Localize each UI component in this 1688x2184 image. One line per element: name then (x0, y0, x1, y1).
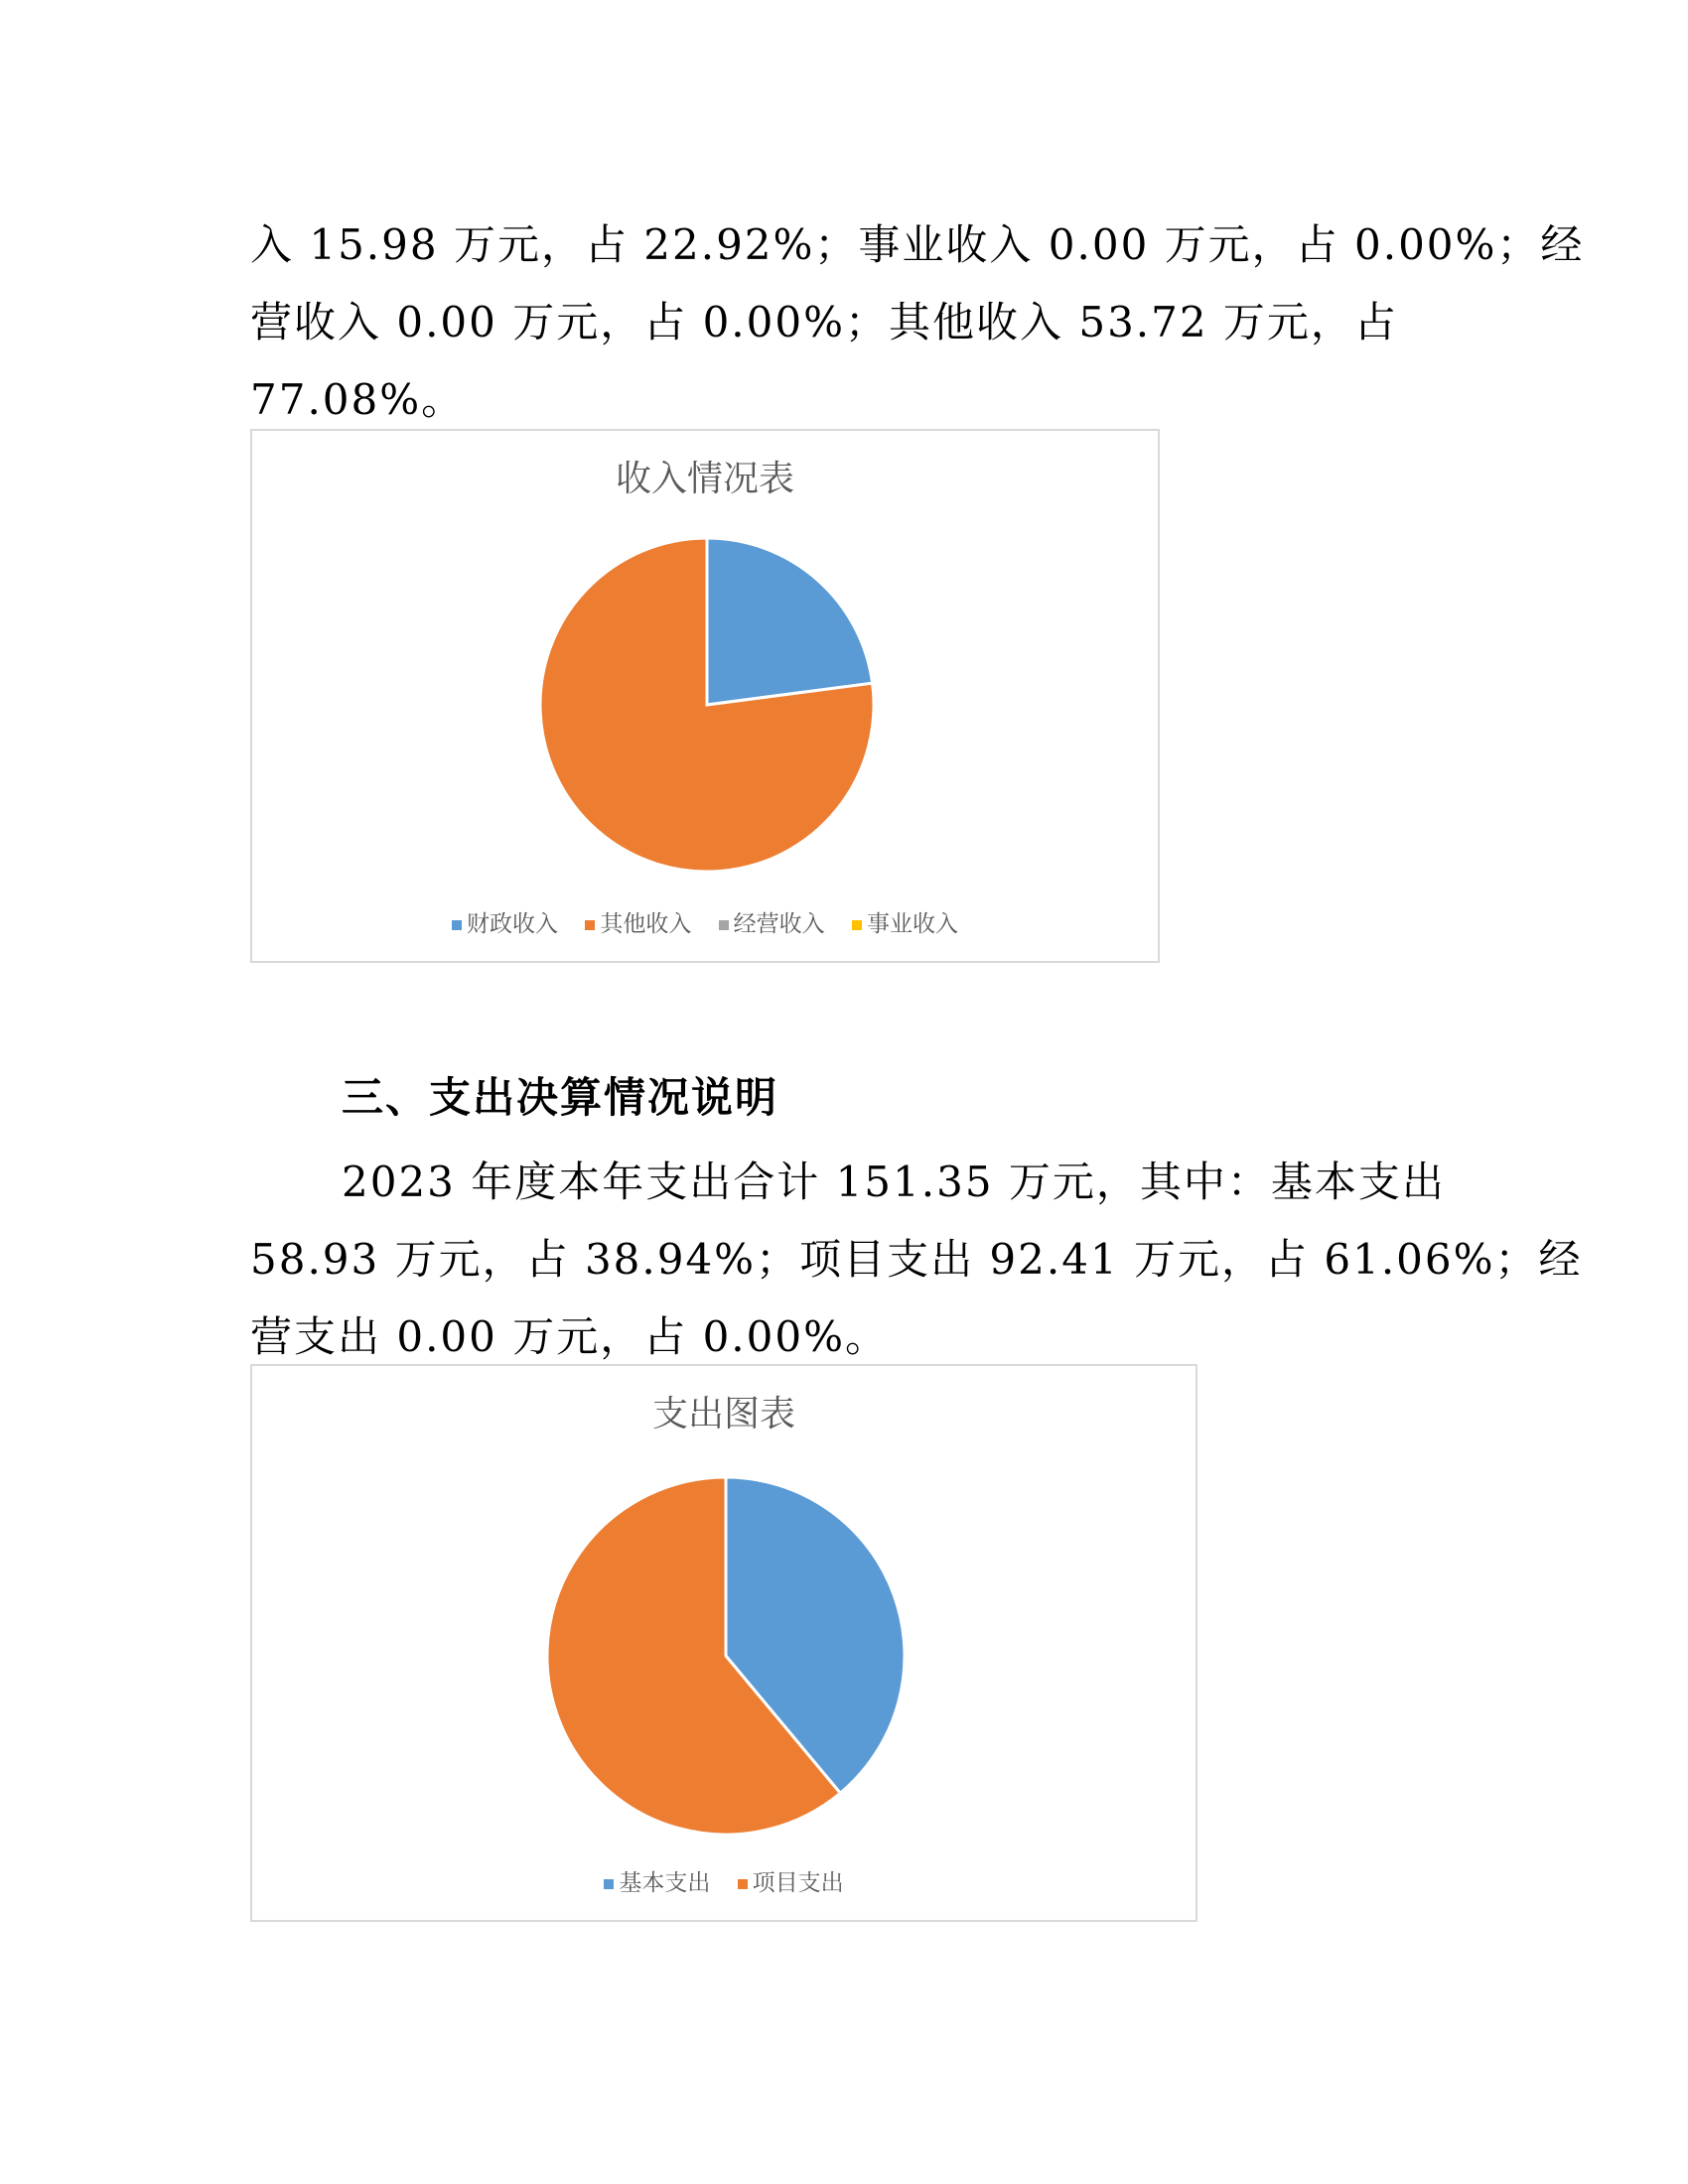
legend-swatch (585, 920, 595, 930)
expense-chart-legend (252, 1864, 1196, 1897)
legend-swatch (452, 920, 462, 930)
legend-label: 项目支出 (752, 1870, 844, 1896)
expense-paragraph-line: 营支出 0.00 万元，占 0.00%。 (250, 1312, 889, 1361)
legend-label: 经营收入 (733, 911, 825, 937)
pie-slice-1 (707, 538, 873, 705)
expense-paragraph-line: 2023 年度本年支出合计 151.35 万元，其中：基本支出 (342, 1158, 1446, 1206)
legend-item (852, 905, 958, 938)
expense-chart (250, 1364, 1197, 1922)
legend-item (585, 905, 691, 938)
income-paragraph-line: 入 15.98 万元，占 22.92%；事业收入 0.00 万元，占 0.00%；经 (250, 220, 1585, 269)
legend-swatch (852, 920, 862, 930)
income-chart-legend (252, 905, 1158, 938)
legend-item (738, 1864, 844, 1897)
legend-label: 基本支出 (619, 1870, 711, 1896)
section-heading: 三、支出决算情况说明 (342, 1073, 779, 1122)
legend-swatch (719, 920, 729, 930)
expense-paragraph (250, 1144, 1583, 1376)
expense-pie (252, 1366, 1199, 1924)
income-pie (252, 431, 1162, 965)
legend-item (604, 1864, 710, 1897)
legend-swatch (738, 1879, 748, 1889)
income-chart (250, 429, 1160, 963)
expense-chart-title: 支出图表 (651, 1394, 795, 1434)
legend-item (719, 905, 825, 938)
legend-label: 事业收入 (866, 911, 958, 937)
legend-swatch (604, 1879, 614, 1889)
income-paragraph (250, 206, 1585, 439)
legend-label: 财政收入 (467, 911, 559, 937)
legend-item (452, 905, 558, 938)
legend-label: 其他收入 (600, 911, 692, 937)
income-paragraph-line: 营收入 0.00 万元，占 0.00%；其他收入 53.72 万元，占 (250, 298, 1398, 346)
income-paragraph-line: 77.08%。 (250, 375, 466, 424)
income-chart-title: 收入情况表 (615, 459, 794, 499)
expense-paragraph-line: 58.93 万元，占 38.94%；项目支出 92.41 万元，占 61.06%；经 (250, 1235, 1583, 1284)
